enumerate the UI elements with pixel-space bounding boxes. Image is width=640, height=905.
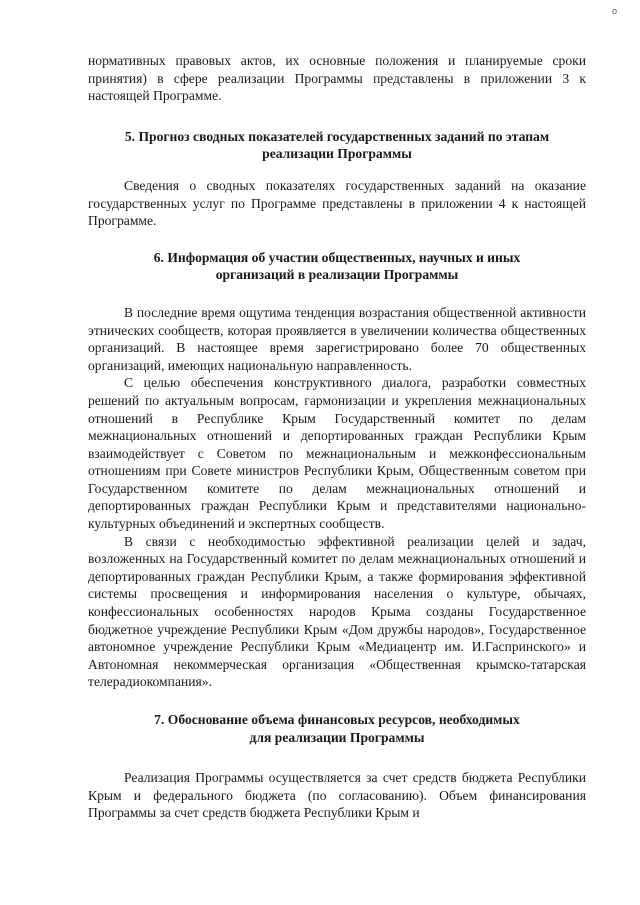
section-6-paragraph-2: С целью обеспечения конструктивного диалога, разработки совместных решений по актуальным вопросам, гармонизации и укрепления межнациональных отношений в Республике Крым Государственный комитет по делам межнациональных отношений и депортированных граждан Республики Крым взаимодействует с Советом по межнациональным и межконфессиональным отношениям при Совете министров Республики Крым, Общественным советом при Государственном комитете по делам межнациональных отношений и депортированных граждан Республики Крым и представителями национально-культурных объединений и экспертных сообществ.: [88, 375, 586, 532]
section-6-heading-line1: 6. Информация об участии общественных, научных и иных: [153, 249, 521, 265]
section-6-paragraph-1: В последние время ощутима тенденция возрастания общественной активности этнических сообществ, которая проявляется в увеличении количества общественных организаций. В настоящее время зарегистрировано более 70 общественных организаций, имеющих национальную направленность.: [88, 304, 586, 373]
section-6-heading: [88, 249, 586, 284]
section-7-paragraph: Реализация Программы осуществляется за счет средств бюджета Республики Крым и федерального бюджета (по согласованию). Объем финансирования Программы за счет средств бюджета Республики Крым и: [88, 770, 586, 821]
section-7-heading: [88, 711, 586, 746]
section-5-heading-line2: реализации Программы: [262, 146, 412, 162]
document-page: [88, 52, 586, 822]
section-5-paragraph: Сведения о сводных показателях государственных заданий на оказание государственных услуг по Программе представлены в приложении 4 к настоящей Программе.: [88, 177, 586, 229]
section-5-heading-line1: 5. Прогноз сводных показателей государственных заданий по этапам: [124, 128, 550, 144]
section-7-heading-line1: 7. Обоснование объема финансовых ресурсов, необходимых: [154, 712, 520, 727]
section-6-heading-line2: организаций в реализации Программы: [215, 267, 459, 283]
section-5-heading: [88, 128, 586, 163]
corner-mark: o: [612, 6, 618, 16]
section-6-paragraph-3: В связи с необходимостью эффективной реализации целей и задач, возложенных на Государственный комитет по делам межнациональных отношений и депортированных граждан Республики Крым, а также формирования эффективной системы просвещения и информирования населения о культуре, обычаях, конфессиональных особенностях народов Крыма созданы Государственное бюджетное учреждение Республики Крым «Дом дружбы народов», Государственное автономное учреждение Республики Крым «Медиацентр им. И.Гаспринского» и Автономная некоммерческая организация «Общественная крымско-татарская телерадиокомпания».: [88, 533, 586, 690]
section-7-heading-line2: для реализации Программы: [249, 729, 425, 745]
intro-paragraph: нормативных правовых актов, их основные положения и планируемые сроки принятия) в сфере реализации Программы представлены в приложении 3 к настоящей Программе.: [88, 53, 586, 104]
